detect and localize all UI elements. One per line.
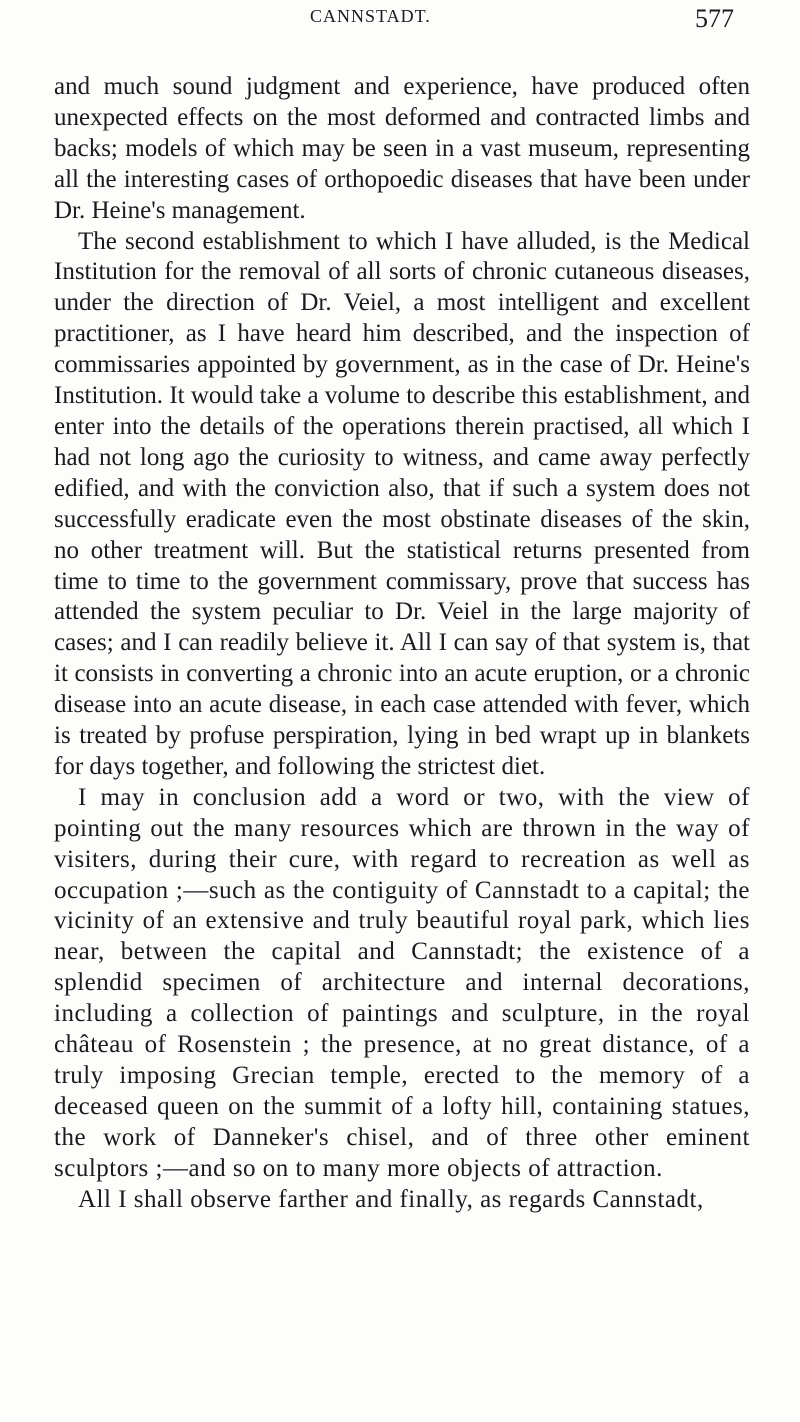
paragraph-recreation: I may in conclusion add a word or two, with the view of pointing out the many resources which are thrown in the way of visiters, during their cure, with regard to recreation as well as occupation ;—such as the contiguity of Cannstadt to a capital; the vicinity of an extensive and truly beautiful royal park, which lies near, between the capital and Cannstadt; the existence of a splendid specimen of architecture and internal decorations, including a collection of paintings and sculpture, in the royal château of Rosenstein ; the presence, at no great distance, of a truly imposing Grecian temple, erected to the memory of a deceased queen on the summit of a lofty hill, containing statues, the work of Danneker's chisel, and of three other eminent sculptors ;—and so on to many more objects of attraction. <box>54 783 750 1182</box>
body-text <box>54 72 750 1216</box>
paragraph-continuation: and much sound judgment and experience, have produced often unexpected effects on the most deformed and contracted limbs and backs; models of which may be seen in a vast museum, representing all the interesting cases of orthopoedic diseases that have been under Dr. Heine's management. <box>54 73 750 224</box>
paragraph-medical-institution: The second establishment to which I have alluded, is the Medical Institution for the removal of all sorts of chronic cutaneous diseases, under the direction of Dr. Veiel, a most intelligent and excellent practitioner, as I have heard him described, and the inspection of commissaries appointed by government, as in the case of Dr. Heine's Institution. It would take a volume to describe this establishment, and enter into the details of the operations therein practised, all which I had not long ago the curiosity to witness, and came away perfectly edified, and with the conviction also, that if such a system does not successfully eradicate even the most obstinate diseases of the skin, no other treatment will. But the statistical returns presented from time to time to the government commissary, prove that success has attended the system peculiar to Dr. Veiel in the large majority of cases; and I can readily believe it. All I can say of that system is, that it consists in converting a chronic into an acute eruption, or a chronic disease into an acute disease, in each case attended with fever, which is treated by profuse perspiration, lying in bed wrapt up in blankets for days together, and following the strictest diet. <box>54 227 750 780</box>
paragraph-final: All I shall observe farther and finally, as regards Cannstadt, <box>78 1185 704 1213</box>
page-number: 577 <box>695 4 734 33</box>
running-head: CANNSTADT. <box>310 6 431 26</box>
